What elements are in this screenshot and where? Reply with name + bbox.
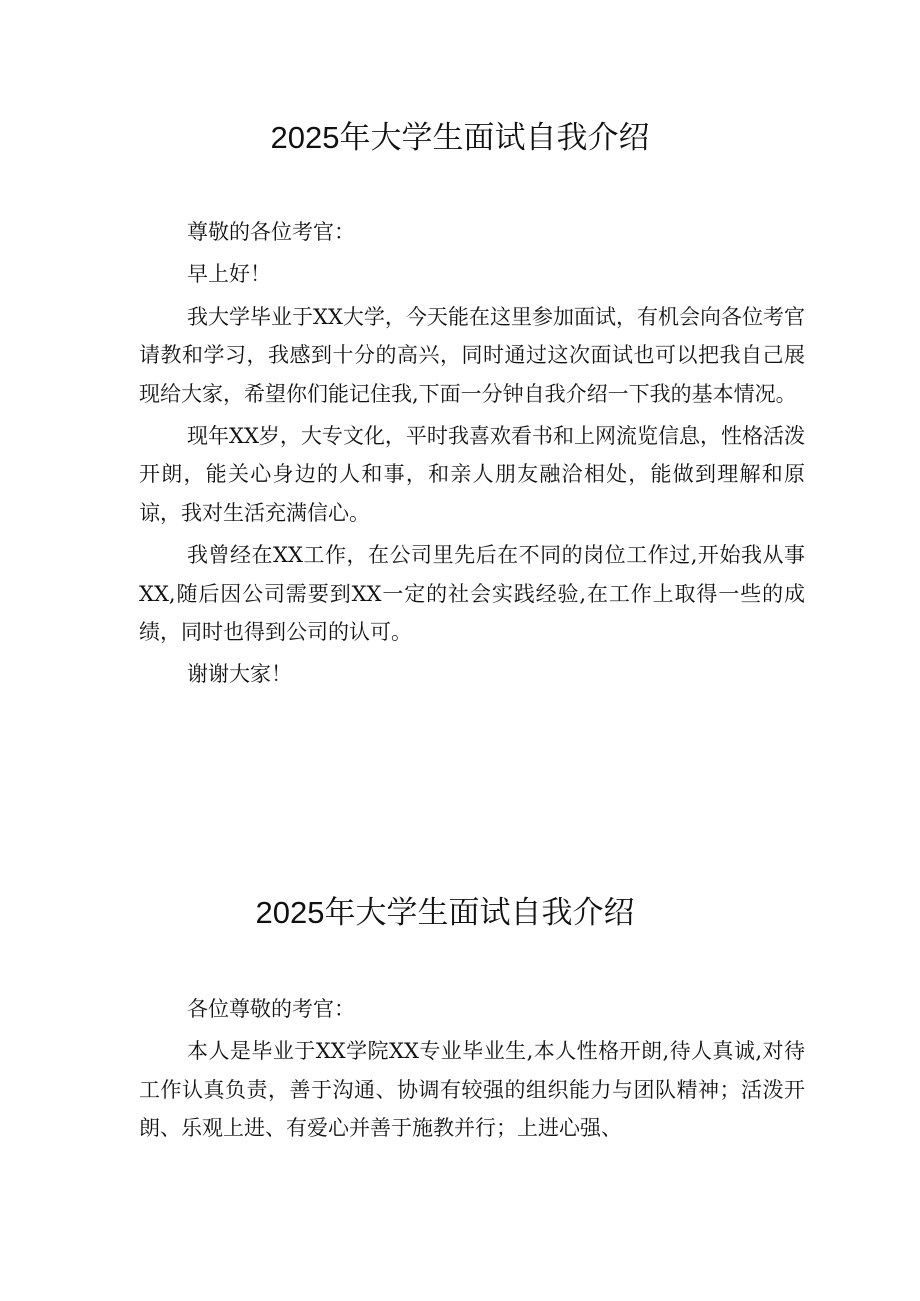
document-title: 2025年大学生面试自我介绍 [270,120,650,155]
body-paragraph: 本人是毕业于XX学院XX专业毕业生,本人性格开朗,待人真诚,对待工作认真负责，善于沟通、协调有较强的组织能力与团队精神；活泼开朗、乐观上进、有爱心并善于施教并行；上进心强、 [139,1039,805,1141]
document-body [139,990,805,1148]
document-body [139,213,805,694]
closing-line: 谢谢大家！ [187,662,292,687]
greeting-line: 尊敬的各位考官： [187,220,355,244]
salutation-line: 早上好！ [187,262,271,287]
body-paragraph: 现年XX岁，大专文化，平时我喜欢看书和上网流览信息，性格活泼开朗，能关心身边的人和事，和亲人朋友融洽相处，能做到理解和原谅，我对生活充满信心。 [139,424,805,525]
body-paragraph: 我大学毕业于XX大学，今天能在这里参加面试，有机会向各位考官请教和学习，我感到十分的高兴，同时通过这次面试也可以把我自己展现给大家，希望你们能记住我,下面一分钟自我介绍一下我的基本情况。 [139,304,805,406]
body-paragraph: 我曾经在XX工作，在公司里先后在不同的岗位工作过,开始我从事XX,随后因公司需要到XX一定的社会实践经验,在工作上取得一些的成绩，同时也得到公司的认可。 [139,543,805,645]
document-title: 2025年大学生面试自我介绍 [255,895,635,930]
greeting-line: 各位尊敬的考官： [187,997,355,1021]
